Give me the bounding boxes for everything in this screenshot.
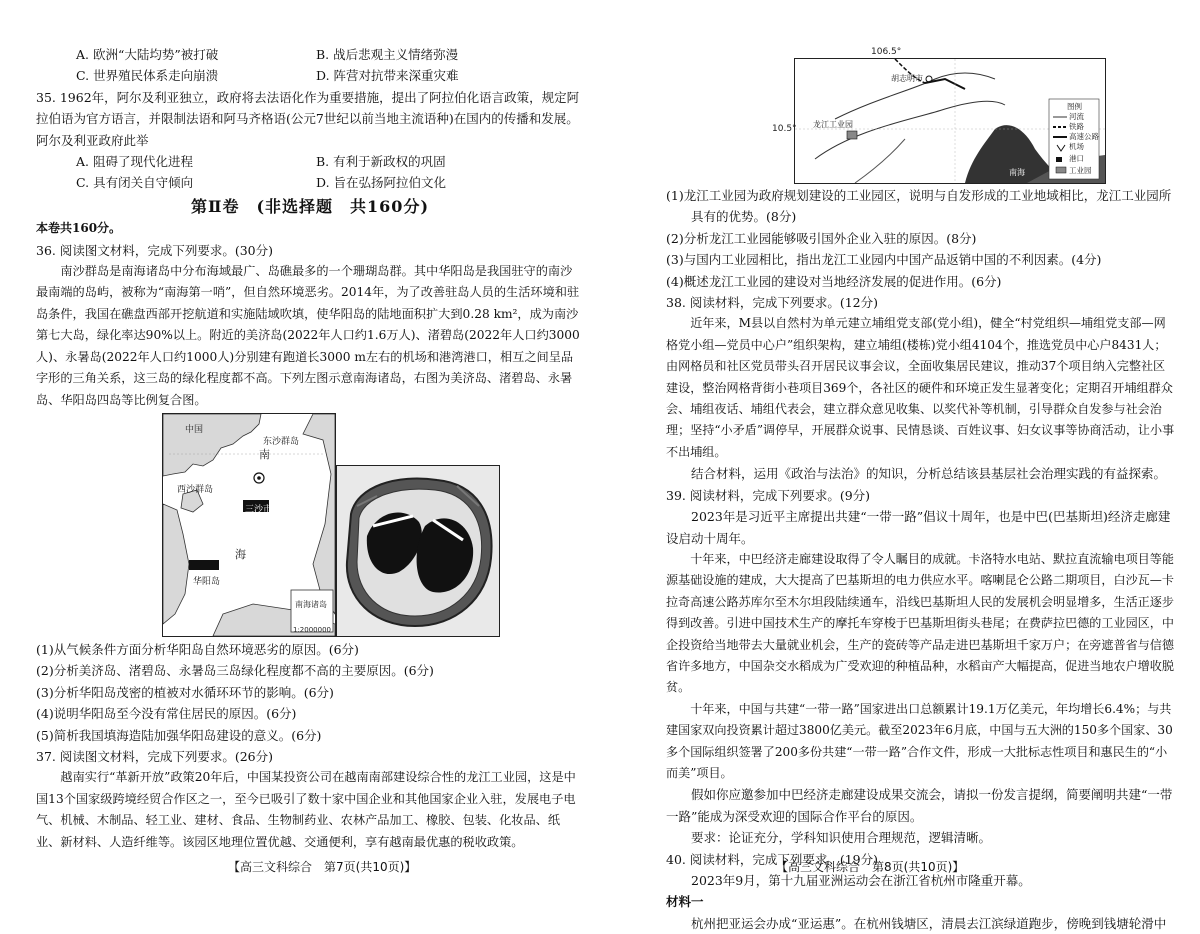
- label-hai: 海: [235, 547, 246, 561]
- label-scale: 1:2000000: [293, 625, 331, 634]
- label-xisha: 西沙群岛: [177, 484, 214, 495]
- q39-paragraph-3: 十年来，中国与共建“一带一路”国家进出口总额累计19.1万亿美元，年均增长6.4%；与共建国家双向投资累计超过3800亿美元。截至2023年6月底，中国与五大洲的150多个国家、30多个国际组织签署了200多份共建“一带一路”合作文件，形成一大批标志性项目和惠民生的“小而美”项目。: [666, 701, 1173, 780]
- q40-head: 40. 阅读材料，完成下列要求。(19分): [666, 851, 879, 867]
- q35-option-a: A. 阻碍了现代化进程: [76, 154, 193, 170]
- section-title: 第Ⅱ卷 (非选择题 共160分): [190, 196, 430, 216]
- right-footer: 【高三文科综合 第8页(共10页)】: [776, 860, 965, 874]
- q39-head: 39. 阅读材料，完成下列要求。(9分): [666, 487, 871, 503]
- q40-material-label: 材料一: [666, 894, 704, 910]
- q36-question-4: (4)说明华阳岛至今没有常住居民的原因。(6分): [36, 706, 297, 722]
- q34-option-a: A. 欧洲“大陆均势”被打破: [76, 47, 219, 62]
- q38-task: 结合材料，运用《政治与法治》的知识，分析总结该县基层社会治理实践的有益探索。: [691, 466, 1167, 482]
- q35-options: [36, 151, 584, 194]
- right-page: [600, 0, 1200, 931]
- four-islands-composite-map: [336, 465, 500, 637]
- q37-material: 越南实行“革新开放”政策20年后，中国某投资公司在越南南部建设综合性的龙江工业园，这是中国13个国家级跨境经贸合作区之一，至今已吸引了数十家中国企业和其他国家企业入驻，发展电子电气、机械、木制品、轻工业、建材、食品、生物制药业、农林产品加工、橡胶、包装、化妆品、纸业、新材料、人造纤维等。该园区地理位置优越、交通便利，享有越南最优惠的税收政策。: [36, 770, 576, 849]
- south-china-sea-map: [162, 413, 336, 637]
- long-jiang-map: [794, 47, 1106, 184]
- q39-paragraph-2: 十年来，中巴经济走廊建设取得了令人瞩目的成就。卡洛特水电站、默拉直流输电项目等能源基础设施的建成，大大提高了巴基斯坦的电力供应水平。喀喇昆仑公路二期项目，白沙瓦—卡拉奇高速公路苏库尔至木尔坦段陆续通车，沿线巴基斯坦人民的发展机会明显增多，生活正逐步得到改善。引进中国技术生产的摩托车穿梭于巴基斯坦街头巷尾；在费萨拉巴德的工业园区，中企投资给当地带去大量就业机会，生产的瓷砖等产品走进巴基斯坦千家万户；在旁遮普省与信德省许多地方，中国杂交水稻成为广受欢迎的种植品种，水稻亩产大幅提高，促进当地农户增收脱贫。: [666, 551, 1174, 695]
- q37-question-3: (3)与国内工业园相比，指出龙江工业园内中国产品返销中国的不利因素。(4分): [666, 252, 1102, 268]
- label-park: 龙江工业园: [813, 120, 853, 129]
- legend-river: 河流: [1069, 112, 1084, 121]
- label-sea: 南海: [1009, 168, 1025, 177]
- q35-stem: 35. 1962年，阿尔及利亚独立，政府将去法语化作为重要措施，提出了阿拉伯化语言政策，规定阿拉伯语为官方语言，并限制法语和阿马齐格语(公元7世纪以前当地主流语种)在国内的传播和发展。阿尔及利亚政府此举: [36, 89, 580, 148]
- q40-paragraph-2: 杭州把亚运会办成“亚运惠”。在杭州钱塘区，清晨去江滨绿道跑步，傍晚到钱塘轮滑中: [691, 915, 1167, 931]
- q38-head: 38. 阅读材料，完成下列要求。(12分): [666, 295, 879, 311]
- q34-option-d: D. 阵营对抗带来深重灾难: [316, 68, 459, 84]
- legend-port: 港口: [1069, 154, 1084, 163]
- right-column: [666, 185, 1176, 934]
- label-huayang: 华阳岛: [193, 576, 221, 587]
- label-nanhai: 南海诸岛: [295, 599, 327, 609]
- q39-paragraph-5: 要求：论证充分，学科知识使用合理规范，逻辑清晰。: [691, 830, 992, 846]
- coord-left: 10.5°: [772, 124, 797, 134]
- q36-material: 南沙群岛是南海诸岛中分布海域最广、岛礁最多的一个珊瑚岛群。其中华阳岛是我国驻守的南沙最南端的岛屿，被称为“南海第一哨”，但自然环境恶劣。2014年，为了改善驻岛人员的生活环境和驻岛条件，我国在礁盘西部开挖航道和实施陆域吹填，使华阳岛的陆地面积扩大到0.28 km²，成为南沙第七大岛，绿化率达90%以上。附近的美济岛(2022年人口约1.6万人)、渚碧岛(2022年人口约3000人)、永暑岛(2022年人口约1000人)分别建有跑道长3000 m左右的机场和港湾港口，相互之间呈品字形的三角关系，这三岛的绿化程度都不高。下列左图示意南海诸岛，右图为美济岛、渚碧岛、永暑岛、华阳岛四岛等比例复合图。: [36, 264, 580, 407]
- long-jiang-map-area: [666, 44, 1186, 184]
- label-dongsha: 东沙群岛: [263, 436, 300, 447]
- label-city: 胡志明市: [891, 74, 923, 83]
- legend-title: 图例: [1067, 102, 1082, 111]
- q36-question-5: (5)简析我国填海造陆加强华阳岛建设的意义。(6分): [36, 727, 322, 743]
- q40-paragraph-1: 2023年9月，第十九届亚洲运动会在浙江省杭州市隆重开幕。: [691, 873, 1031, 888]
- q34-options: [36, 44, 584, 87]
- q36-head: 36. 阅读图文材料，完成下列要求。(30分): [36, 242, 274, 258]
- q37-question-2: (2)分析龙江工业园能够吸引国外企业入驻的原因。(8分): [666, 230, 977, 246]
- q34-option-c: C. 世界殖民体系走向崩溃: [76, 68, 219, 84]
- q39-paragraph-1: 2023年是习近平主席提出共建“一带一路”倡议十周年，也是中巴(巴基斯坦)经济走廊建设启动十周年。: [666, 509, 1171, 546]
- q37-question-1: (1)龙江工业园为政府规划建设的工业园区，说明与自发形成的工业地域相比，龙江工业园所具有的优势。(8分): [666, 188, 1172, 225]
- legend-railway: 铁路: [1069, 122, 1084, 131]
- q35-option-c: C. 具有闭关自守倾向: [76, 175, 194, 191]
- label-nan: 南: [259, 447, 270, 461]
- legend-airport: 机场: [1069, 142, 1084, 151]
- left-column: [36, 44, 584, 853]
- legend-highway: 高速公路: [1069, 132, 1099, 141]
- section-note: 本卷共160分。: [36, 221, 122, 236]
- q36-question-2: (2)分析美济岛、渚碧岛、永暑岛三岛绿化程度都不高的主要原因。(6分): [36, 663, 434, 679]
- q36-figures: [36, 413, 584, 637]
- q34-option-b: B. 战后悲观主义情绪弥漫: [316, 47, 459, 62]
- q37-question-4: (4)概述龙江工业园的建设对当地经济发展的促进作用。(6分): [666, 273, 1002, 289]
- q35-option-d: D. 旨在弘扬阿拉伯文化: [316, 175, 447, 191]
- q39-paragraph-4: 假如你应邀参加中巴经济走廊建设成果交流会，请拟一份发言提纲，简要阐明共建“一带一路”能成为深受欢迎的国际合作平台的原因。: [666, 787, 1173, 824]
- left-footer: 【高三文科综合 第7页(共10页)】: [228, 860, 417, 874]
- q38-material: 近年来，M县以自然村为单元建立埔组党支部(党小组)，健全“村党组织—埔组党支部—网格党小组—党员中心户”组织架构，建立埔组(楼栋)党小组4104个，推选党员中心户8431人；由网格员和社区党员带头召开居民议事会议，全面收集居民建议，推动37个项目纳入完整社区建设，整治网格背街小巷项目369个，各社区的硬件和环境正发生显著变化；定期召开埔组群众会、埔组夜话、埔组代表会，建立群众意见收集、以奖代补等机制，引导群众自发参与社会治理；坚持“小矛盾”调停早，开展群众说事、民情恳谈、百姓议事、妇女议事等协商活动，让小事不出埔组。: [666, 316, 1175, 459]
- q36-question-1: (1)从气候条件方面分析华阳岛自然环境恶劣的原因。(6分): [36, 641, 359, 657]
- label-china: 中国: [185, 424, 204, 435]
- coord-top: 106.5°: [871, 47, 902, 57]
- islands-svg: [337, 466, 499, 636]
- left-page: [0, 0, 600, 905]
- q37-head: 37. 阅读图文材料，完成下列要求。(26分): [36, 748, 274, 764]
- legend-industrial-park: 工业园: [1069, 166, 1092, 175]
- q36-question-3: (3)分析华阳岛茂密的植被对水循环环节的影响。(6分): [36, 684, 334, 700]
- q35-option-b: B. 有利于新政权的巩固: [316, 154, 446, 170]
- label-sansha: 三沙市: [245, 504, 273, 515]
